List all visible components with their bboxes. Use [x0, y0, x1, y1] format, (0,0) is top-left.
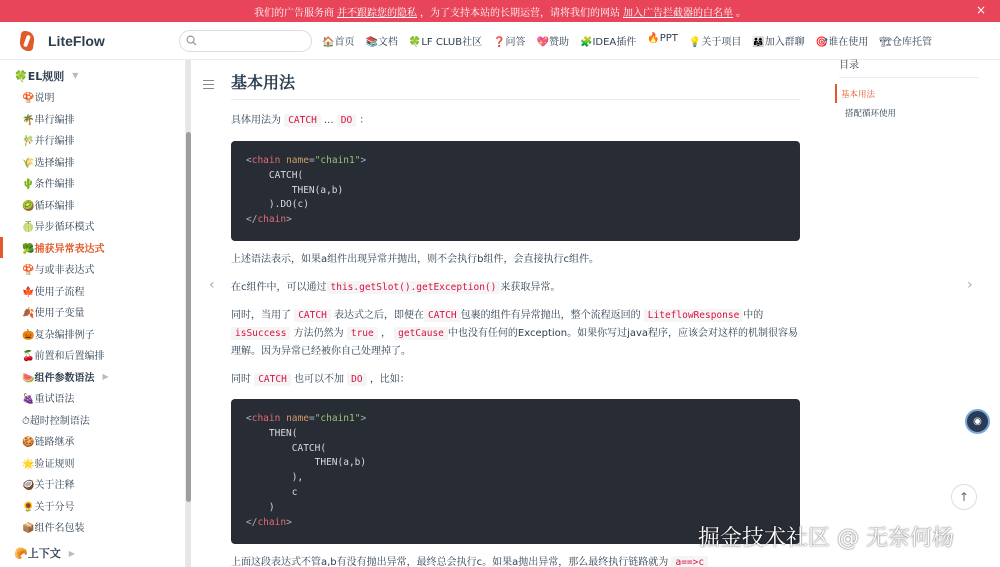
top-navbar: [0, 22, 1000, 60]
inline-code: CATCH: [294, 309, 331, 322]
sidebar-scrollbar-thumb[interactable]: [186, 132, 191, 502]
nav-who-uses[interactable]: 🎯谁在使用: [815, 37, 869, 48]
nav-docs[interactable]: 📚文档: [365, 37, 398, 48]
nav-join-group[interactable]: 👨‍👩‍👧加入群聊: [752, 37, 805, 48]
sidebar-item-component-params[interactable]: [0, 366, 185, 388]
inline-code: a==>c: [671, 556, 708, 567]
menu-toggle-icon[interactable]: [203, 80, 214, 89]
chevron-right-icon: ▶: [68, 548, 75, 558]
back-to-top-icon[interactable]: ↑: [951, 484, 977, 510]
sidebar-group-label: 🍀EL规则: [14, 69, 65, 83]
paragraph-2: [231, 279, 800, 297]
sidebar-item[interactable]: 🎋并行编排: [22, 136, 75, 148]
toc-title: 目录: [839, 56, 979, 78]
sidebar-item[interactable]: 🍁使用子流程: [22, 286, 85, 298]
code-line: CATCH(: [246, 442, 327, 454]
sidebar-item[interactable]: 🍄与或非表达式: [22, 265, 95, 277]
inline-code: DO: [347, 373, 366, 386]
sidebar-item[interactable]: 🥥关于注释: [22, 480, 75, 492]
table-of-contents: [839, 56, 979, 122]
sidebar-item[interactable]: 🌵条件编排: [22, 179, 75, 191]
text: ，: [380, 328, 391, 339]
toc-item-with-loop[interactable]: 搭配循环使用: [845, 108, 897, 119]
chevron-right-icon: ▶: [102, 371, 109, 381]
site-title: LiteFlow: [48, 32, 105, 49]
text: ...: [323, 115, 334, 126]
chevron-down-icon: ▼: [72, 71, 79, 80]
search-input[interactable]: [201, 35, 301, 46]
sidebar-item[interactable]: 🍪链路继承: [22, 437, 75, 449]
code-line: <chain name="chain1">: [246, 413, 367, 424]
next-page-icon[interactable]: ›: [967, 277, 973, 293]
banner-text-after: 。: [736, 7, 746, 19]
code-line: THEN(a,b): [246, 457, 367, 469]
nav-sponsor[interactable]: 💖赞助: [536, 37, 570, 48]
sidebar-item[interactable]: 🥦捕获异常表达式: [0, 237, 185, 259]
banner-text-before: 我们的广告服务商: [254, 7, 334, 19]
sidebar-item[interactable]: 🎃复杂编排例子: [22, 329, 95, 341]
sidebar-item[interactable]: 🌻关于分号: [22, 501, 75, 513]
text: 也可以不加: [293, 374, 344, 385]
sidebar-item[interactable]: 🍒前置和后置编排: [22, 351, 105, 363]
sidebar-item[interactable]: 🍇重试语法: [22, 394, 75, 406]
sidebar-item[interactable]: 🌾选择编排: [22, 157, 75, 169]
text: 来获取异常。: [500, 282, 561, 293]
search-box[interactable]: [179, 30, 312, 52]
code-line: </chain>: [246, 214, 292, 226]
code-line: <chain name="chain1">: [246, 155, 367, 166]
sidebar-item[interactable]: 🍄说明: [22, 93, 55, 105]
intro-paragraph: [231, 112, 800, 130]
code-line: THEN(: [246, 427, 298, 439]
code-line: </chain>: [246, 516, 292, 528]
nav-repo[interactable]: 🏗仓库托管: [879, 37, 932, 48]
sidebar-item[interactable]: 🥝循环编排: [22, 200, 75, 212]
sidebar-item[interactable]: 🍈异步循环模式: [22, 222, 95, 234]
text: 具体用法为: [231, 115, 281, 126]
banner-text-middle: ，为了支持本站的长期运营，请将我们的网站: [420, 7, 620, 19]
text: 同时: [231, 374, 251, 385]
code-line: c: [246, 486, 298, 498]
inline-code: getCause: [394, 327, 448, 340]
inline-code: CATCH: [254, 373, 291, 386]
prev-page-icon[interactable]: ‹: [209, 277, 215, 293]
sidebar-item[interactable]: 📦组件名包装: [22, 523, 85, 535]
site-logo[interactable]: [18, 29, 168, 53]
ad-banner: [0, 0, 1000, 22]
text: 在c组件中，可以通过: [231, 282, 327, 293]
toc-item-basic-usage[interactable]: 基本用法: [835, 84, 979, 103]
text: 中的: [743, 310, 764, 321]
text: 同时，当用了: [231, 310, 291, 321]
nav-idea-plugin[interactable]: 🧩IDEA插件: [580, 37, 637, 48]
text: 包裹的组件有异常抛出，整个流程返回的: [460, 310, 641, 321]
nav-qa[interactable]: ❓问答: [493, 37, 526, 48]
text: ：: [359, 115, 370, 126]
sidebar-group-el-rules[interactable]: [0, 65, 185, 86]
sidebar-group-context[interactable]: [0, 543, 185, 564]
nav-ppt[interactable]: 🔥PPT: [647, 33, 678, 44]
inline-code: this.getSlot().getException(): [327, 281, 501, 294]
sidebar-item[interactable]: 🌟验证规则: [22, 458, 75, 470]
whitelist-link[interactable]: 加入广告拦截器的白名单: [623, 7, 733, 19]
text: 中也没有任何的Exception。如果你写过java程序，应该会对这样的机制很容易理解。因为异常已经被你自己处理掉了。: [231, 328, 799, 357]
sidebar-subgroup-label: 🍉组件参数语法: [22, 372, 95, 384]
code-line: ).DO(c): [246, 199, 309, 211]
sidebar: [0, 60, 186, 567]
code-line: ): [246, 501, 275, 513]
text: ，比如：: [369, 374, 410, 385]
inline-code: isSuccess: [231, 327, 290, 340]
inline-code: DO: [337, 114, 356, 127]
watermark: 掘金技术社区 @ 无奈何杨: [698, 526, 954, 551]
main-content: [231, 60, 800, 567]
text: 表达式之后，即便在: [333, 310, 424, 321]
sidebar-item[interactable]: 🍂使用子变量: [22, 308, 85, 320]
nav-links: [322, 33, 943, 48]
inline-code: LiteflowResponse: [644, 309, 744, 322]
privacy-link[interactable]: 并不跟踪您的隐私: [337, 7, 417, 19]
inline-code: CATCH: [424, 309, 461, 322]
text: 上面这段表达式不管a,b有没有抛出异常，最终总会执行c。如果a抛出异常，那么最终执行链路就为: [231, 557, 669, 567]
nav-club[interactable]: 🍀LF CLUB社区: [408, 37, 483, 48]
text: 方法仍然为: [293, 328, 344, 339]
code-line: THEN(a,b): [246, 184, 344, 196]
paragraph-4: [231, 371, 800, 389]
paragraph-3: [231, 307, 800, 361]
search-icon: [186, 35, 197, 46]
banner-close-icon[interactable]: ×: [975, 3, 986, 17]
liteflow-logo-icon: [18, 29, 38, 53]
section-title: 基本用法: [231, 70, 800, 100]
code-line: ),: [246, 472, 304, 484]
sidebar-item[interactable]: ⏱超时控制语法: [22, 415, 90, 427]
assistant-avatar-icon[interactable]: ◉: [965, 409, 990, 434]
code-block-1: [231, 141, 800, 241]
paragraph-5: [231, 554, 800, 567]
sidebar-group-label: 🥐上下文: [14, 547, 61, 560]
sidebar-item[interactable]: 🌴串行编排: [22, 114, 75, 126]
code-line: CATCH(: [246, 169, 304, 181]
paragraph-1: 上述语法表示，如果a组件出现异常并抛出，则不会执行b组件，会直接执行c组件。: [231, 254, 599, 265]
nav-about[interactable]: 💡关于项目: [688, 37, 742, 48]
inline-code: true: [347, 327, 378, 340]
inline-code: CATCH: [284, 114, 321, 127]
nav-home[interactable]: 🏠首页: [322, 37, 355, 48]
